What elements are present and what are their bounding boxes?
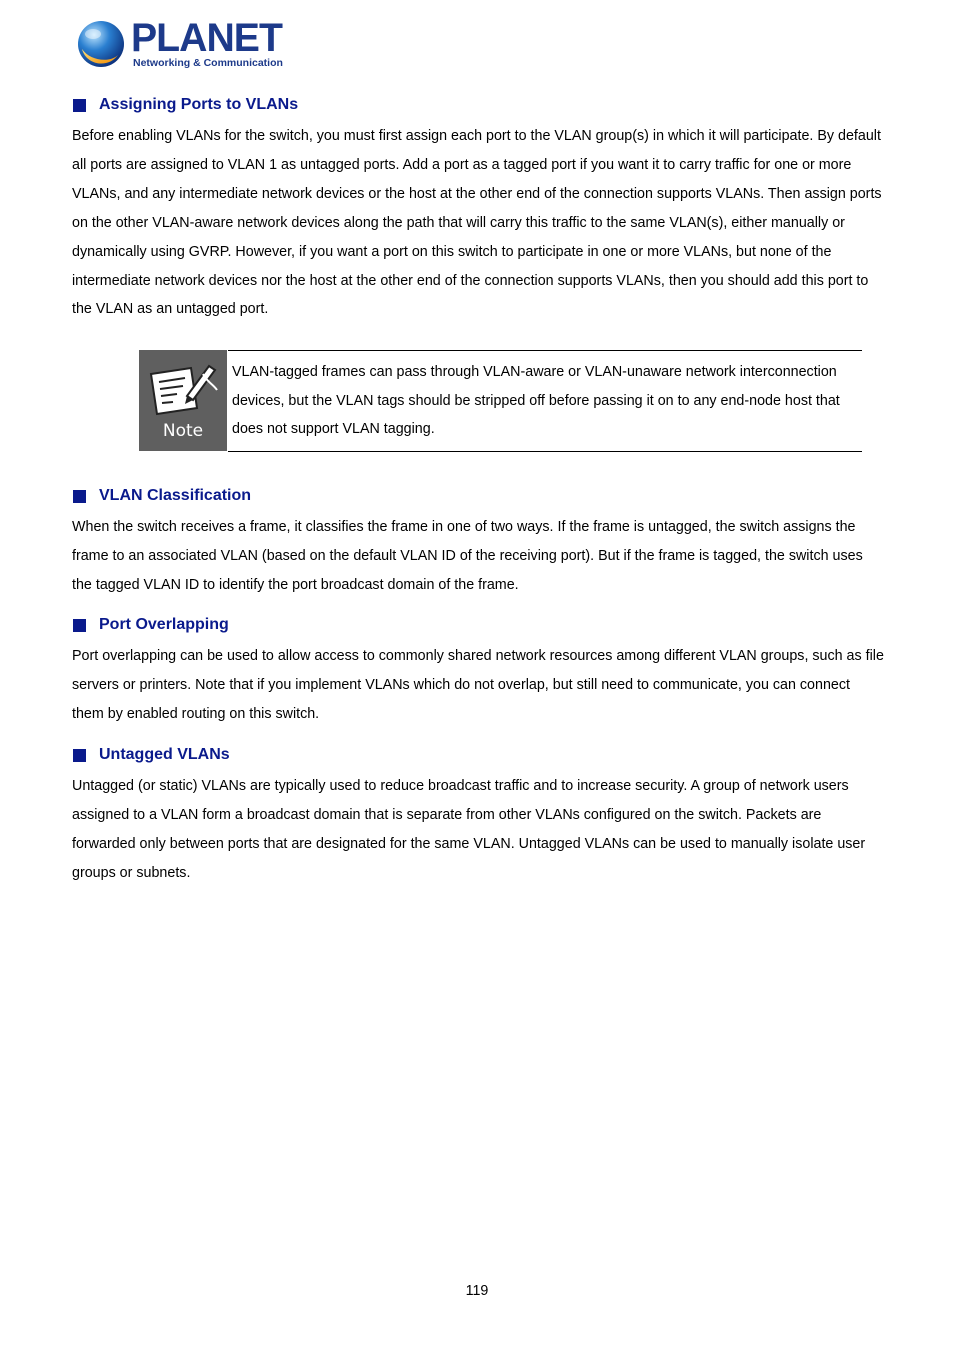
section-untagged-vlans [72, 744, 884, 888]
note-icon-label: Note [162, 421, 204, 441]
section-body: Untagged (or static) VLANs are typically used to reduce broadcast traffic and to increase security. A group of network users assigned to a VLAN form a broadcast domain that is separate from other VLANs configured on the switch. Packets are forwarded only between ports that are designated for the same VLAN. Untagged VLANs can be used to manually isolate user groups or subnets. [72, 778, 866, 881]
page-number: 119 [465, 1283, 489, 1299]
square-bullet-icon [73, 490, 86, 503]
section-heading [72, 744, 884, 766]
section-heading [72, 614, 884, 636]
globe-icon [76, 19, 126, 69]
section-title: Assigning Ports to VLANs [99, 96, 299, 113]
section-title: Port Overlapping [99, 616, 229, 633]
section-title: VLAN Classification [99, 487, 252, 504]
logo-tagline: Networking & Communication [133, 57, 283, 69]
square-bullet-icon [73, 749, 86, 762]
section-body: Port overlapping can be used to allow access to commonly shared network resources among different VLAN groups, such as file servers or printers. Note that if you implement VLANs which do not overlap, but still need to communicate, you can connect them by enabled routing on this switch. [72, 648, 884, 722]
note-pen-icon [147, 360, 219, 418]
section-port-overlapping [72, 614, 884, 729]
note-box [139, 350, 862, 451]
square-bullet-icon [73, 99, 86, 112]
section-heading [72, 485, 884, 507]
section-title: Untagged VLANs [99, 746, 230, 763]
note-text: VLAN-tagged frames can pass through VLAN-aware or VLAN-unaware network interconnection devices, but the VLAN tags should be stripped off before passing it on to any end-node host that does not support VLAN tagging. [232, 364, 840, 438]
planet-logo [74, 16, 283, 74]
note-text-box [228, 350, 862, 452]
section-body: Before enabling VLANs for the switch, you must first assign each port to the VLAN group(s) in which it will participate. By default all ports are assigned to VLAN 1 as untagged ports. Add a port as a tagged port if you want it to carry traffic for one or more VLANs, and any intermediate network devices or the host at the other end of the connection supports VLANs. Then assign ports on the other VLAN-aware network devices along the path that will carry this traffic to the same VLAN(s), either manually or dynamically using GVRP. However, if you want a port on this switch to participate in one or more VLANs, but none of the intermediate network devices nor the host at the other end of the connection supports VLANs, then you should add this port to the VLAN as an untagged port. [72, 128, 882, 318]
section-assigning-ports [72, 94, 884, 324]
section-body: When the switch receives a frame, it classifies the frame in one of two ways. If the frame is untagged, the switch assigns the frame to an associated VLAN (based on the default VLAN ID of the receiving port). But if the frame is tagged, the switch uses the tagged VLAN ID to identify the port broadcast domain of the frame. [72, 519, 863, 593]
section-heading [72, 94, 884, 116]
section-vlan-classification [72, 485, 884, 600]
note-icon-box [139, 350, 227, 451]
logo-brand: PLANET [131, 16, 282, 60]
square-bullet-icon [73, 619, 86, 632]
